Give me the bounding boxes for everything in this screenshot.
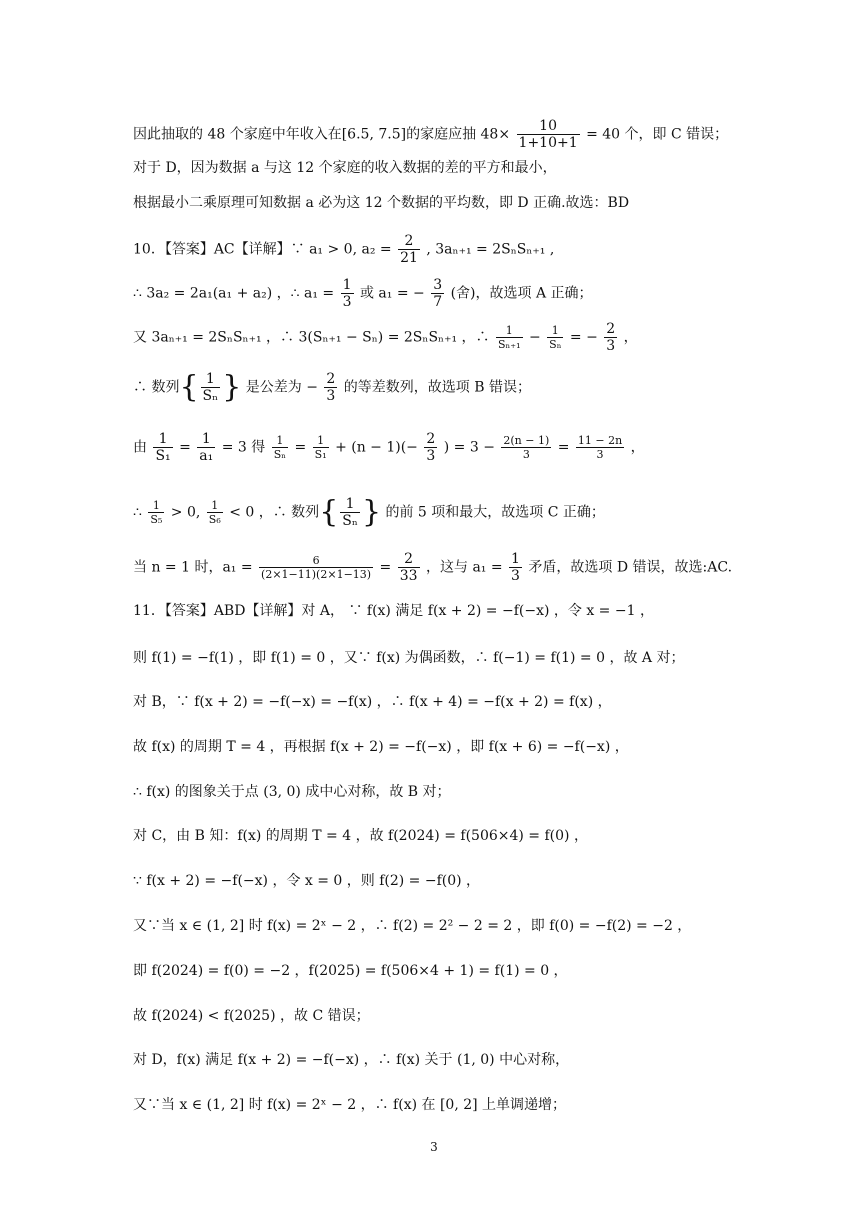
line-21: 对 D，f(x) 满足 f(x + 2) = −f(−x) ，∴ f(x) 关于 (1, 0) 中心对称， [133, 1052, 570, 1068]
line-20: 故 f(2024) < f(2025) ，故 C 错误； [133, 1008, 370, 1024]
text: > 0, [170, 504, 201, 521]
text: 或 a₁ = − [359, 285, 425, 302]
fraction: $\frac{1}{\text{S₅}}$ [150, 499, 163, 526]
text: , 3aₙ₊₁ = 2SₙSₙ₊₁ , [426, 241, 555, 258]
fraction: $\frac{1}{\text{Sₙ₊₁}}$ [498, 324, 521, 351]
line-7 [133, 371, 768, 404]
line-2: 对于 D，因为数据 a 与这 12 个家庭的收入数据的差的平方和最小， [133, 160, 557, 176]
fraction: $\frac{1}{\text{Sₙ}}$ [342, 496, 358, 529]
line-5 [133, 277, 768, 310]
fraction: $\frac{2}{33}$ [399, 551, 418, 584]
text: 的等差数列，故选项 B 错误； [343, 379, 531, 396]
text: = [294, 439, 307, 456]
fraction: $\frac{1}{3}$ [511, 551, 520, 584]
text: = [379, 559, 392, 576]
text: ) = 3 − [443, 439, 495, 456]
text: = 40 个，即 C 错误； [586, 126, 729, 143]
fraction: $\frac{2}{3}$ [606, 321, 616, 354]
line-3: 根据最小二乘原理可知数据 a 必为这 12 个数据的平均数，即 D 正确.故选：BD [133, 195, 630, 211]
text: = − [569, 329, 598, 346]
fraction: $\frac{1}{\text{Sₙ}}$ [202, 371, 219, 404]
right-brace: } [222, 369, 242, 405]
line-12: 则 f(1) = −f(1) ，即 f(1) = 0 ，又∵ f(x) 为偶函数，∴ f(−1) = f(1) = 0 ，故 A 对； [133, 650, 685, 666]
fraction: $\frac{1}{\text{S₆}}$ [208, 499, 221, 526]
text: 矛盾，故选项 D 错误，故选:AC. [528, 559, 733, 576]
fraction: $\frac{2(n - 1)}{3}$ [503, 434, 550, 461]
fraction: $\frac{2}{3}$ [426, 431, 436, 464]
line-13: 对 B，∵ f(x + 2) = −f(−x) = −f(x) ，∴ f(x + 4) = −f(x + 2) = f(x) ， [133, 694, 612, 710]
line-16: 对 C，由 B 知：f(x) 的周期 T = 4 ，故 f(2024) = f(506×4) = f(0) ， [133, 828, 588, 844]
fraction: $\frac{6}{(2\times 1-11)(2\times 1-13)}$ [261, 554, 372, 581]
text: 当 n = 1 时，a₁ = [133, 559, 258, 576]
fraction: $\frac{1}{\text{Sₙ}}$ [273, 434, 287, 461]
fraction: $\frac{1}{\text{Sₙ}}$ [549, 324, 562, 351]
text: ∴ [133, 504, 142, 521]
fraction: $\frac{1}{\text{S₁}}$ [314, 434, 327, 461]
text: ∴ 3a₂ = 2a₁(a₁ + a₂) ，∴ a₁ = [133, 285, 339, 302]
text: (舍)，故选项 A 正确； [450, 285, 593, 302]
line-8 [133, 431, 768, 464]
text: = 3 得 [221, 439, 266, 456]
text: 10．【答案】AC【详解】∵ a₁ > 0, a₂ = [133, 241, 397, 258]
right-brace: } [361, 494, 382, 530]
text: = [179, 439, 191, 456]
fraction: $\frac{1}{\text{a₁}}$ [199, 431, 214, 464]
line-9 [133, 496, 768, 529]
text: ∴ 数列 [133, 379, 180, 396]
line-18: 又∵当 x ∈ (1, 2] 时 f(x) = 2ˣ − 2 ，∴ f(2) = 2² − 2 = 2 ，即 f(0) = −f(2) = −2 ， [133, 918, 692, 934]
text: ， [630, 439, 645, 456]
line-17: ∵ f(x + 2) = −f(−x) ，令 x = 0 ，则 f(2) = −f(0) ， [133, 873, 481, 889]
fraction: $\frac{10}{1+10+1}$ [518, 118, 578, 151]
text: 又 3aₙ₊₁ = 2SₙSₙ₊₁ ，∴ 3(Sₙ₊₁ − Sₙ) = 2SₙSₙ₊₁ ，∴ [133, 329, 494, 346]
line-14: 故 f(x) 的周期 T = 4 ，再根据 f(x + 2) = −f(−x) ，即 f(x + 6) = −f(−x) ， [133, 739, 629, 755]
fraction: $\frac{1}{3}$ [342, 277, 352, 310]
fraction: $\frac{1}{\text{S₁}}$ [155, 431, 171, 464]
text: 是公差为 − [245, 379, 318, 396]
fraction: $\frac{3}{7}$ [433, 277, 443, 310]
line-4 [133, 233, 768, 266]
line-19: 即 f(2024) = f(0) = −2 ，f(2025) = f(506×4 + 1) = f(1) = 0 ， [133, 963, 568, 979]
fraction: $\frac{11 - 2n}{3}$ [577, 434, 623, 461]
text: 由 [133, 439, 147, 456]
left-brace: { [179, 369, 199, 405]
fraction: $\frac{2}{21}$ [400, 233, 418, 266]
line-15: ∴ f(x) 的图象关于点 (3, 0) 成中心对称，故 B 对； [133, 784, 451, 800]
line-22: 又∵当 x ∈ (1, 2] 时 f(x) = 2ˣ − 2 ，∴ f(x) 在 [0, 2] 上单调递增； [133, 1097, 567, 1113]
text: 的前 5 项和最大，故选项 C 正确； [385, 504, 605, 521]
line-6 [133, 321, 768, 354]
text: 的家庭应抽 48× [406, 126, 511, 143]
text: ，这与 a₁ = [426, 559, 508, 576]
left-brace: { [319, 494, 339, 530]
text: ， [623, 329, 638, 346]
text: = [557, 439, 570, 456]
line-11: 11．【答案】ABD【详解】对 A， ∵ f(x) 满足 f(x + 2) = −f(−x) ，令 x = −1 ， [133, 603, 654, 619]
text: − [528, 329, 541, 346]
line-1 [133, 118, 768, 151]
interval: [6.5, 7.5] [341, 126, 407, 143]
fraction: $\frac{2}{3}$ [326, 371, 336, 404]
page-number: 3 [430, 1140, 438, 1154]
text: + (n − 1)(− [335, 439, 418, 456]
text: 因此抽取的 48 个家庭中年收入在 [133, 126, 342, 143]
line-10 [133, 551, 768, 584]
text: < 0 ，∴ 数列 [229, 504, 320, 521]
